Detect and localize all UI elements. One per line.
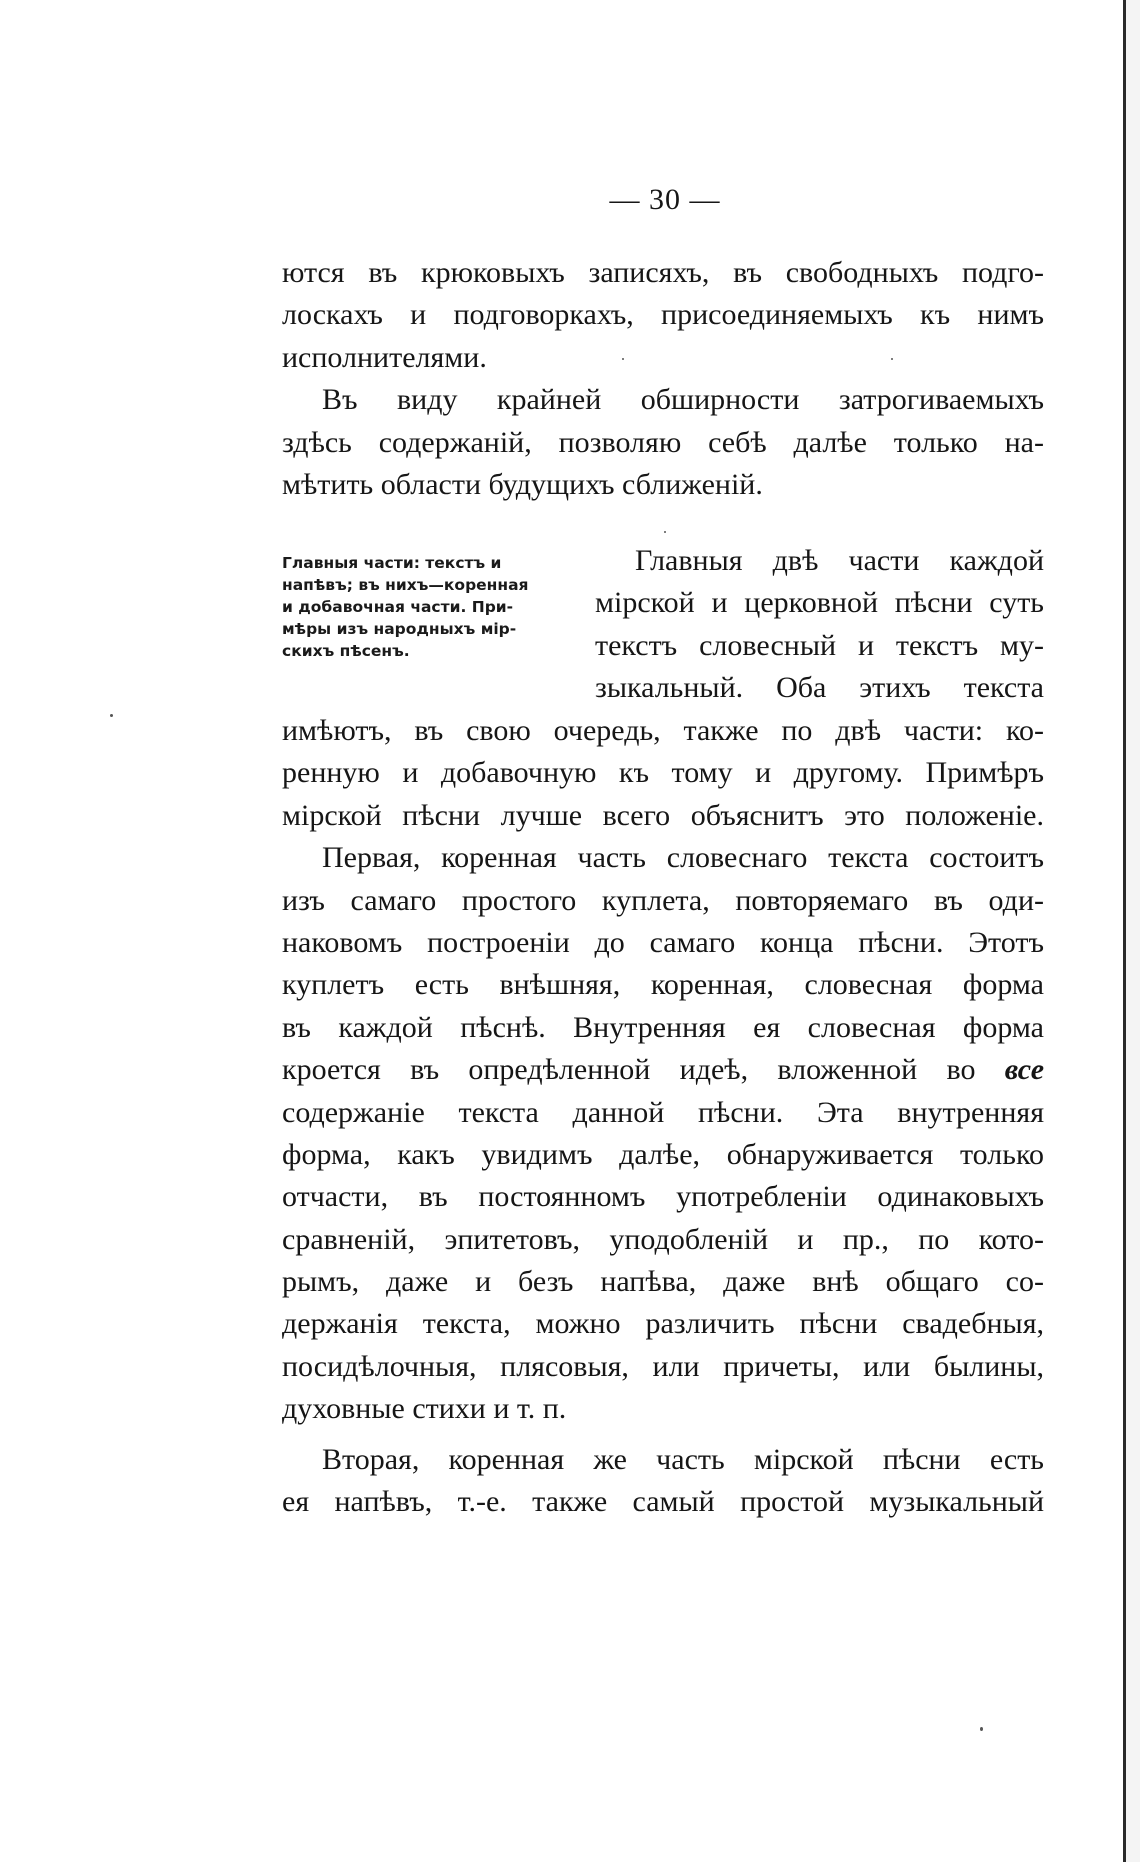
- margin-note-line: скихъ пѣсенъ.: [282, 642, 410, 660]
- text-line: исполнителями.: [282, 340, 487, 374]
- text-line: куплетъ есть внѣшняя, коренная, словесная форма: [282, 968, 1044, 1002]
- text-line: мірской и церковной пѣсни суть: [595, 586, 1044, 620]
- paragraph-block-2: [282, 710, 1044, 1523]
- scan-speck: [622, 358, 624, 360]
- text-line: посидѣлочныя, плясовыя, или причеты, или былины,: [282, 1349, 1044, 1383]
- margin-note-line: Главныя части: текстъ и: [282, 554, 502, 572]
- text-line: зыкальный. Оба этихъ текста: [595, 671, 1044, 705]
- text-line: ея напѣвъ, т.-е. также самый простой музыкальный: [282, 1485, 1044, 1519]
- text-line: форма, какъ увидимъ далѣе, обнаруживается только: [282, 1137, 1044, 1171]
- text-line: мірской пѣсни лучше всего объяснитъ это положеніе.: [282, 798, 1044, 832]
- text-line: Первая, коренная часть словеснаго текста состоитъ: [322, 841, 1044, 875]
- scan-speck: [110, 714, 113, 717]
- page-number: — 30 —: [609, 183, 721, 216]
- text-line: мѣтить области будущихъ сближеній.: [282, 467, 763, 501]
- text-line: лоскахъ и подговоркахъ, присоединяемыхъ къ нимъ: [282, 298, 1044, 332]
- text-line: Вторая, коренная же часть мірской пѣсни есть: [322, 1442, 1044, 1476]
- text-line: рымъ, даже и безъ напѣва, даже внѣ общаго со-: [282, 1265, 1044, 1299]
- text-line: имѣютъ, въ свою очередь, также по двѣ части: ко-: [282, 714, 1044, 747]
- paragraph-block-1: [282, 252, 1044, 506]
- text-line: текстъ словесный и текстъ му-: [595, 628, 1044, 662]
- scan-speck: [664, 531, 666, 533]
- text-line-with-italic: [282, 1049, 1044, 1091]
- text-line: въ каждой пѣснѣ. Внутренняя ея словесная форма: [282, 1010, 1044, 1044]
- text-line: ренную и добавочную къ тому и другому. Примѣръ: [282, 756, 1044, 790]
- page-edge: [1123, 0, 1126, 1862]
- margin-note: [282, 552, 568, 662]
- text-line: наковомъ построеніи до самаго конца пѣсни. Этотъ: [282, 925, 1044, 959]
- text-line: духовные стихи и т. п.: [282, 1392, 567, 1426]
- margin-note-line: мѣры изъ народныхъ мір-: [282, 620, 517, 638]
- text-line: держанія текста, можно различить пѣсни свадебныя,: [282, 1307, 1044, 1341]
- text-line-part: кроется въ опредѣленной идеѣ, вложенной во: [282, 1053, 976, 1087]
- text-line: отчасти, въ постоянномъ употребленіи одинаковыхъ: [282, 1180, 1044, 1214]
- scan-speck: [980, 1727, 983, 1731]
- side-paragraph: [595, 540, 1044, 710]
- margin-note-line: напѣвъ; въ нихъ—коренная: [282, 576, 529, 594]
- text-line: Главныя двѣ части каждой: [635, 544, 1044, 577]
- text-line: ются въ крюковыхъ записяхъ, въ свободныхъ подго-: [282, 256, 1044, 289]
- page-edge-shadow: [1126, 0, 1140, 1862]
- scan-speck: [891, 358, 893, 360]
- text-line: изъ самаго простого куплета, повторяемаго въ оди-: [282, 883, 1044, 917]
- text-line: здѣсь содержаній, позволяю себѣ далѣе только на-: [282, 425, 1044, 459]
- text-line: содержаніе текста данной пѣсни. Эта внутренняя: [282, 1095, 1044, 1129]
- text-line: сравненій, эпитетовъ, уподобленій и пр., по кото-: [282, 1222, 1044, 1256]
- text-line: Въ виду крайней обширности затрогиваемыхъ: [322, 383, 1044, 417]
- margin-note-line: и добавочная части. При-: [282, 598, 514, 616]
- italic-word: все: [1004, 1053, 1045, 1087]
